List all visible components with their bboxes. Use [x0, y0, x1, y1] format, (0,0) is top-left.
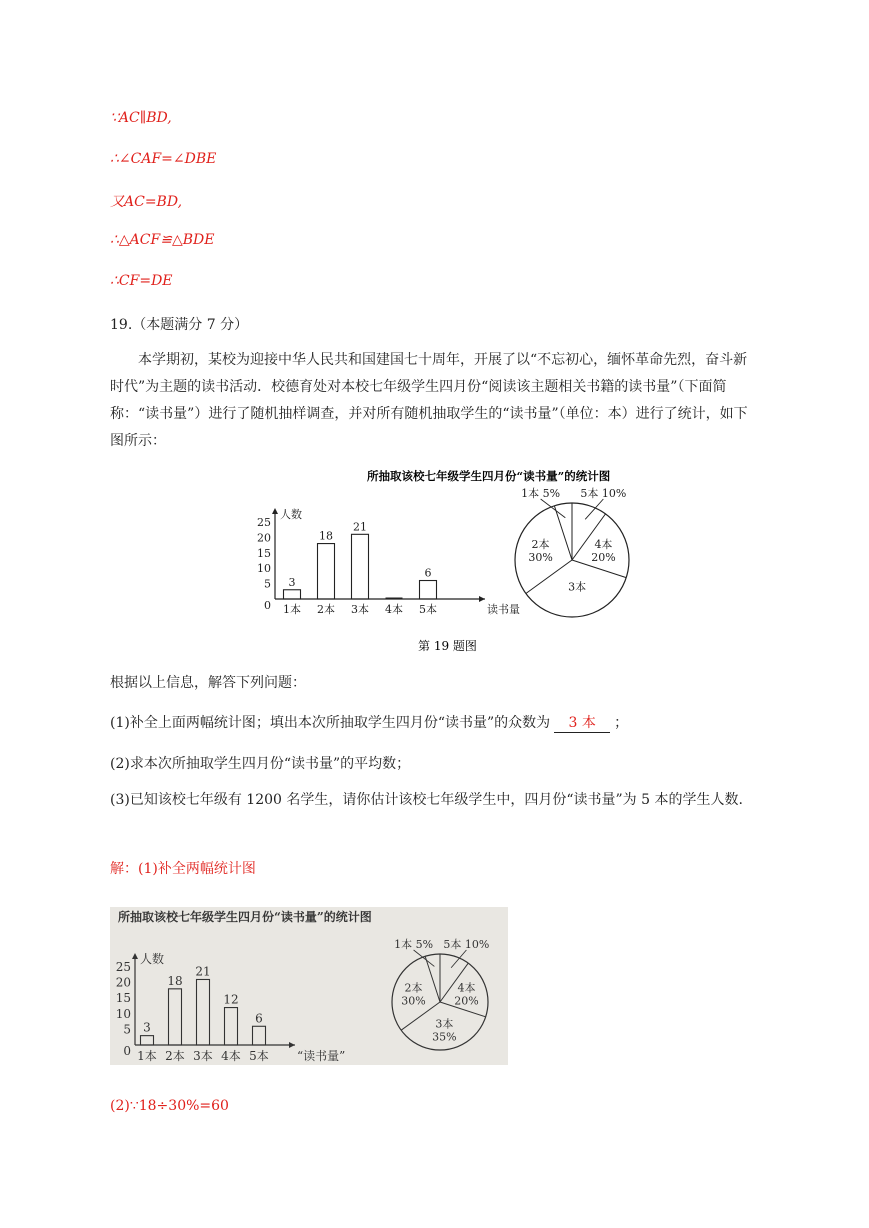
pie-slice-percent: 20% [454, 994, 479, 1008]
solution-line-2: (2)∵18÷30%=60 [110, 1098, 229, 1114]
pie-slice-label: 1本 5% [394, 938, 434, 951]
y-axis-label: 人数 [140, 952, 165, 966]
y-axis-arrow [272, 508, 278, 514]
x-tick-label: 5本 [419, 603, 437, 616]
proof-line-2: ∴∠CAF=∠DBE [110, 151, 217, 167]
bar-value-label: 21 [195, 964, 211, 979]
question-2: (2)求本次所抽取学生四月份“读书量”的平均数； [110, 756, 411, 772]
y-tick-label: 15 [257, 546, 271, 560]
answer-figure-photo [110, 907, 508, 1065]
answer-chart-title: 所抽取该校七年级学生四月份“读书量”的统计图 [118, 910, 372, 924]
bar-value-label: 6 [424, 566, 432, 580]
figure-caption: 第 19 题图 [418, 639, 477, 653]
y-tick-label: 0 [123, 1044, 131, 1058]
bar [352, 534, 369, 599]
question-1-answer: 3 本 [554, 712, 610, 733]
bar [284, 590, 301, 599]
pie-slice-label: 1本 5% [521, 487, 561, 500]
problem-body: 本学期初，某校为迎接中华人民共和国建国七十周年，开展了以“不忘初心，缅怀革命先烈，奋斗新时代”为主题的读书活动．校德育处对本校七年级学生四月份“阅读该主题相关书籍的读书量”（下面简称：“读书量”）进行了随机抽样调查，并对所有随机抽取学生的“读书量”（单位：本）进行了统计，如下图所示： [110, 352, 748, 449]
bar-value-label: 3 [143, 1020, 151, 1035]
pie-leader-line [585, 499, 603, 519]
x-tick-label: 1本 [137, 1049, 157, 1063]
x-tick-label: 3本 [351, 603, 369, 616]
pie-slice-percent: 35% [432, 1030, 457, 1044]
x-tick-label: 1本 [283, 603, 301, 616]
pie-slice-label: 4本 [457, 981, 476, 995]
bar [225, 1008, 238, 1045]
question-1-text: (1)补全上面两幅统计图；填出本次所抽取学生四月份“读书量”的众数为 [110, 715, 551, 731]
questions-intro: 根据以上信息，解答下列问题： [110, 675, 306, 691]
problem-header: 19.（本题满分 7 分） [110, 317, 249, 333]
pie-slice-edge [425, 956, 440, 1002]
y-tick-label: 5 [123, 1022, 131, 1037]
x-axis-label: 读书量 [487, 603, 520, 616]
y-tick-label: 20 [115, 975, 131, 990]
pie-slice-label: 2本 [404, 981, 423, 995]
proof-line-3: 又AC=BD, [110, 194, 183, 210]
x-axis-arrow [289, 1042, 295, 1048]
x-tick-label: 2本 [317, 603, 335, 616]
y-tick-label: 25 [257, 516, 271, 529]
x-tick-label: 4本 [221, 1049, 241, 1063]
pie-slice-edge [554, 506, 572, 560]
y-tick-label: 5 [264, 577, 271, 591]
y-axis-label: 人数 [280, 508, 302, 521]
figure-19 [250, 466, 650, 658]
pie-slice-percent: 30% [401, 994, 426, 1008]
bar [169, 989, 182, 1045]
pie-slice-percent: 20% [591, 550, 616, 564]
x-tick-label: 3本 [193, 1049, 213, 1063]
proof-line-1: ∵AC∥BD, [110, 110, 172, 126]
bar-value-label: 3 [288, 575, 296, 589]
bar-value-label: 6 [255, 1011, 263, 1026]
bar [197, 979, 210, 1045]
pie-slice-label: 4本 [594, 537, 613, 551]
pie-slice-percent: 30% [528, 550, 553, 564]
question-3: (3)已知该校七年级有 1200 名学生，请你估计该校七年级学生中，四月份“读书量”为 5 本的学生人数. [110, 792, 743, 808]
y-tick-label: 10 [257, 562, 271, 576]
pie-leader-line [541, 499, 566, 518]
bar [318, 544, 335, 599]
solution-line-1: 解：(1)补全两幅统计图 [110, 861, 256, 877]
bar [253, 1026, 266, 1045]
x-tick-label: 4本 [385, 603, 403, 616]
bar-value-label: 12 [223, 992, 239, 1007]
y-axis-arrow [132, 953, 138, 959]
bar-value-label: 18 [167, 973, 183, 988]
pie-slice-label: 5本 10% [443, 938, 490, 951]
bar [141, 1036, 154, 1045]
x-tick-label: 5本 [249, 1049, 269, 1063]
chart-title: 所抽取该校七年级学生四月份“读书量”的统计图 [367, 469, 611, 483]
x-tick-label: 2本 [165, 1049, 185, 1063]
question-1 [110, 712, 628, 733]
proof-line-4: ∴△ACF≌△BDE [110, 232, 215, 248]
pie-slice-label: 3本 [568, 580, 587, 594]
bar-value-label: 21 [353, 520, 367, 534]
pie-slice-label: 3本 [435, 1017, 454, 1031]
proof-line-5: ∴CF=DE [110, 273, 173, 289]
y-tick-label: 0 [264, 599, 271, 612]
y-tick-label: 25 [115, 960, 131, 974]
pie-slice-label: 5本 10% [580, 487, 627, 500]
pie-slice-edge [526, 560, 572, 594]
y-tick-label: 10 [115, 1006, 131, 1021]
x-axis-arrow [479, 596, 485, 602]
x-axis-label: “读书量” [297, 1049, 346, 1063]
answer-figure [110, 907, 508, 1065]
pie-leader-line [414, 950, 435, 966]
question-1-end: ； [614, 715, 629, 731]
y-tick-label: 20 [257, 531, 271, 545]
bar [420, 581, 437, 599]
pie-slice-label: 2本 [531, 537, 550, 551]
y-tick-label: 15 [115, 991, 131, 1006]
pie-leader-line [451, 950, 466, 968]
bar-value-label: 18 [319, 529, 333, 543]
